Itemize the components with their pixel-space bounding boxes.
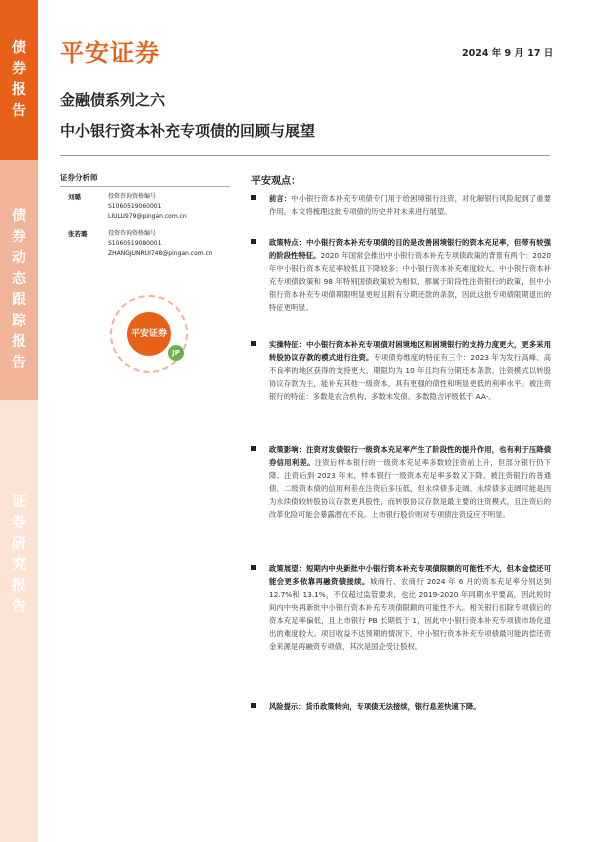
logo-badge: 平安证券 — [127, 312, 171, 356]
viewpoint-item — [251, 192, 551, 218]
analyst-info — [108, 229, 238, 259]
report-date: 2024 年 9 月 17 日 — [462, 48, 554, 59]
analyst-cert-number: S1060519060001 — [108, 203, 162, 210]
point-text: 2020 年国常会推出中小银行资本补充专项债政策的背景有两个：2020 年中小银行资本充足率较低且下降较多；中小银行资本补充难度较大。中小银行资本补充专项债政策和 98 年特别国债政策较为相似，都属于阶段性注资银行的政策，但中小银行资本补充专项债期限明显更短且附有分期还款的条款，因此这批专项债限期退出的特征更明显。 — [269, 251, 551, 312]
viewpoint-item — [251, 700, 551, 713]
viewpoint-item — [251, 443, 551, 521]
analyst-heading: 证券分析师 — [60, 172, 230, 187]
analyst-info — [108, 192, 238, 222]
analyst-name: 张若璐 — [68, 230, 88, 238]
side-band-middle — [0, 160, 38, 400]
viewpoint-heading: 平安观点： — [251, 176, 301, 187]
point-text: 注资后样本银行的一级资本充足率多数较注资前上升，但部分银行仍下降。注资后到 2023 年末，样本银行一级资本充足率多数又下降。被注资银行的普通债、二级资本债的信用利差在注资后多压低，但永续债多走阔。永续债多走阔可能是因为永续债较转股协议存款更具股性，而转股协议存款是最主要的注资模式，且注资后的改革化险可能会暴露潜在不良。上市银行股价则对专项债注资反应不明显。 — [269, 458, 552, 519]
bullet-icon — [251, 195, 256, 200]
side-label-bond-report: 债券报告 — [12, 40, 26, 119]
side-band-top — [0, 0, 38, 160]
point-text: 城商行、农商行 2024 年 6 月的资本充足率分别达到 12.7%和 13.1%，不仅超过监管要求，也比 2019-2020 年同期水平要高，因此短时间内中央再新批中小银行资本补充专项债限额的可能性不大。相关银行扣除专项债后的资本充足率偏低，且上市银行 PB 长期低于 1，因此中小银行资本补充专项债市场化退出的难度较大。项目收益不达预期的情况下，中小银行资本补充专项债最可能的偿还资金来源是再融资专项债，其次是国企受让股权。 — [269, 577, 551, 651]
viewpoint-item — [251, 236, 551, 314]
side-label-dynamic-tracking: 债券动态跟踪报告 — [12, 208, 26, 371]
point-text: 专项债券维度的特征有三个：2023 年为发行高峰、高不良率的地区获得的支持更大、期限均为 10 年且均有分期还本条款。注资模式以转股协议存款为主，能补充其他一级资本，具有更强的债性和明显更低的利率水平。被注资银行的特征：多数是农合机构、多数未发债、多数隐含评级低于 AA-。 — [269, 353, 552, 401]
viewpoint-item — [251, 338, 551, 403]
bullet-icon — [251, 341, 256, 346]
series-title: 金融债系列之六 — [60, 91, 166, 109]
analyst-cert-label: 投资咨询资格编号 — [108, 230, 157, 237]
analyst-name: 刘璐 — [68, 193, 81, 201]
brand-logo-text: 平安证券 — [60, 39, 160, 67]
point-heading: 实操特征：中小银行资本补充专项债对困境地区和困境银行的支持力度更大，更多采用转股协议存款的模式进行注资。 — [269, 340, 551, 362]
header-divider — [60, 155, 550, 156]
analyst-email: ZHANGJUNRUI748@pingan.com.cn — [108, 250, 213, 257]
report-title: 中小银行资本补充专项债的回顾与展望 — [60, 122, 316, 140]
analyst-cert-number: S1060519080001 — [108, 240, 162, 247]
point-heading: 政策影响：注资对发债银行一级资本充足率产生了阶段性的提升作用，也有利于压降债券信用利差。 — [269, 445, 551, 467]
analyst-cert-label: 投资咨询资格编号 — [108, 193, 157, 200]
point-heading: 风险提示：货币政策转向，专项债无法接续，银行息差快速下降。 — [269, 702, 481, 711]
logo-sub-badge: JP — [168, 345, 184, 361]
bullet-icon — [251, 703, 256, 708]
point-text: 中小银行资本补充专项债专门用于给困境银行注资，对化解银行风险起到了重要作用。本文将梳理这批专项债的历史并对未来进行展望。 — [269, 194, 552, 216]
analyst-email: LIULU979@pingan.com.cn — [108, 213, 187, 220]
point-heading: 政策特点：中小银行资本补充专项债的目的是改善困境银行的资本充足率，但带有较强的阶段性特征。 — [269, 238, 551, 260]
bullet-icon — [251, 565, 256, 570]
viewpoint-item — [251, 562, 551, 653]
bullet-icon — [251, 446, 256, 451]
qr-logo-seal — [110, 295, 188, 373]
side-label-securities-research: 证券研究报告 — [12, 494, 26, 615]
side-band — [0, 0, 38, 842]
bullet-icon — [251, 239, 256, 244]
point-heading: 政策展望：短期内中央新批中小银行资本补充专项债限额的可能性不大，但本金偿还可能会更多依靠再融资债接续。 — [269, 564, 551, 586]
point-heading: 前言： — [269, 194, 292, 203]
side-band-bottom — [0, 400, 38, 842]
